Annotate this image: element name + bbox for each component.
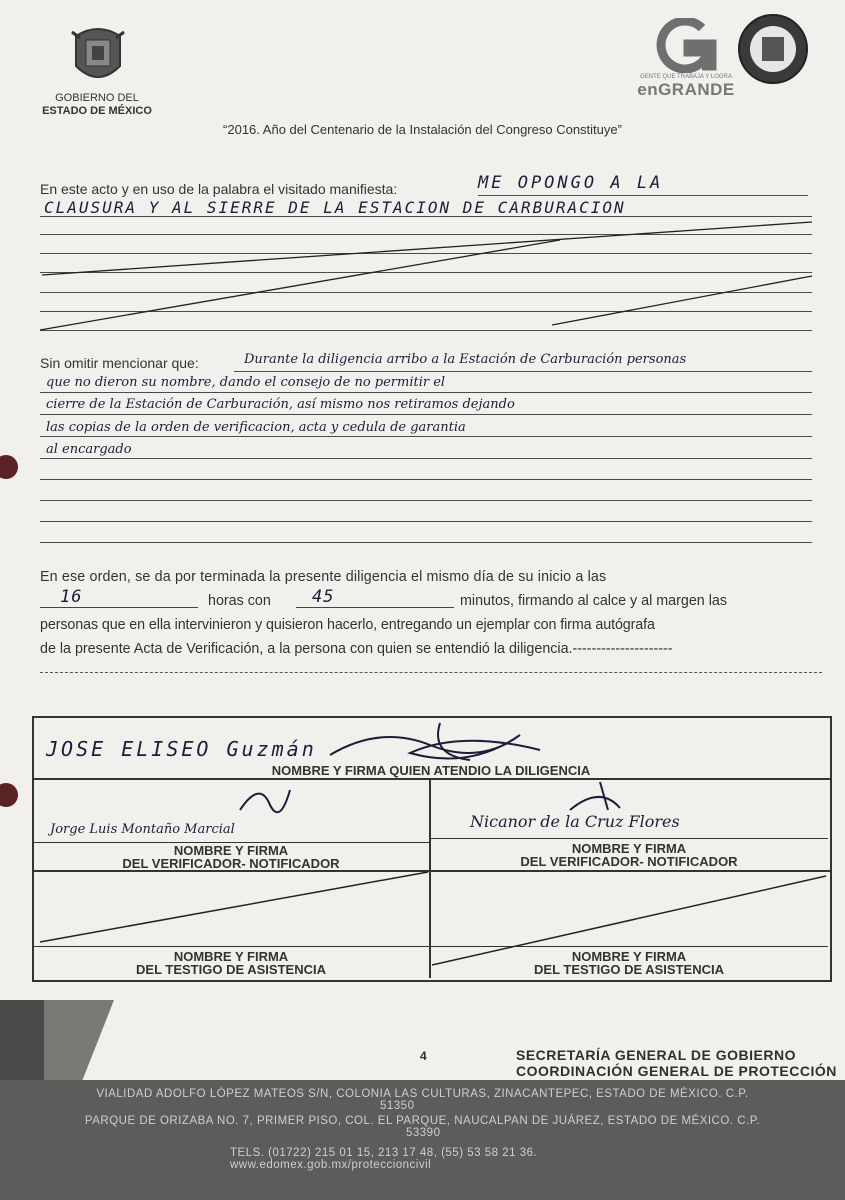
brand-tagline: GENTE QUE TRABAJA Y LOGRA [640,74,732,80]
witness2-label [430,950,828,976]
witness1-label-line1: NOMBRE Y FIRMA [173,949,289,964]
footer-band [0,1080,845,1200]
address-line2-cp: 53390 [406,1127,441,1139]
coordinacion-title: COORDINACIÓN GENERAL DE PROTECCIÓN [516,1063,837,1079]
verifier1-label-line1: NOMBRE Y FIRMA [173,843,289,858]
page-number: 4 [420,1049,427,1063]
closing-line1: En ese orden, se da por terminada la presente diligencia el mismo día de su inicio a las [40,569,607,585]
minutes-value: 45 [312,587,335,607]
phone-numbers: TELS. (01722) 215 01 15, 213 17 48, (55) 53 58 21 36. [230,1147,538,1159]
hours-value: 16 [60,587,83,607]
witness1-label-line2: DEL TESTIGO DE ASISTENCIA [136,962,326,977]
hours-label: horas con [208,593,271,609]
statement-handwriting-line1: ME OPONGO A LA [478,173,664,193]
observations-handwriting-line4: las copias de la orden de verificacion, acta y cedula de garantia [46,420,466,435]
verifier2-label-line1: NOMBRE Y FIRMA [571,841,687,856]
gov-title-line1: GOBIERNO DEL [55,92,139,104]
observations-handwriting-line2: que no dieron su nombre, dando el consejo de no permitir el [46,375,446,390]
closing-line2-tail: minutos, firmando al calce y al margen las [460,593,727,609]
statement-label: En este acto y en uso de la palabra el visitado manifiesta: [40,181,398,197]
witness2-label-line2: DEL TESTIGO DE ASISTENCIA [534,962,724,977]
observations-handwriting-line1: Durante la diligencia arribo a la Estación de Carburación personas [244,352,687,367]
observations-handwriting-line3: cierre de la Estación de Carburación, así mismo nos retiramos dejando [46,397,515,412]
address-line1: VIALIDAD ADOLFO LÓPEZ MATEOS S/N, COLONIA LAS CULTURAS, ZINACANTEPEC, ESTADO DE MÉXICO. C.P. [96,1088,749,1100]
observations-label: Sin omitir mencionar que: [40,355,199,371]
address-line1-cp: 51350 [380,1100,415,1112]
official-motto: “2016. Año del Centenario de la Instalación del Congreso Constituye” [223,122,622,137]
closing-line3: personas que en ella intervinieron y quisieron hacerlo, entregando un ejemplar con firma autógrafa [40,617,655,633]
closing-line4: de la presente Acta de Verificación, a la persona con quien se entendió la diligencia.--------------------- [40,641,673,657]
observations-handwriting-line5: al encargado [46,442,132,457]
gov-title-line2: ESTADO DE MÉXICO [42,105,152,117]
brand-name: enGRANDE [637,80,735,99]
verifier1-name: Jorge Luis Montaño Marcial [50,822,235,837]
address-line2: PARQUE DE ORIZABA NO. 7, PRIMER PISO, COL. EL PARQUE, NAUCALPAN DE JUÁREZ, ESTADO DE MÉXICO. C.P. [84,1115,761,1127]
witness1-label [32,950,430,976]
attended-by-label: NOMBRE Y FIRMA QUIEN ATENDIO LA DILIGENCIA [271,763,591,778]
statement-handwriting-line2: CLAUSURA Y AL SIERRE DE LA ESTACION DE CARBURACION [44,198,626,217]
website-link[interactable]: www.edomex.gob.mx/proteccioncivil [230,1159,432,1171]
verifier1-label-line2: DEL VERIFICADOR- NOTIFICADOR [122,856,340,871]
verifier2-label-line2: DEL VERIFICADOR- NOTIFICADOR [520,854,738,869]
watermark-shape [0,1000,44,1080]
secretaria-title: SECRETARÍA GENERAL DE GOBIERNO [516,1047,796,1063]
witness2-label-line1: NOMBRE Y FIRMA [571,949,687,964]
attended-by-name: JOSE ELISEO Guzmán [46,737,317,761]
verifier2-name: Nicanor de la Cruz Flores [470,812,680,831]
